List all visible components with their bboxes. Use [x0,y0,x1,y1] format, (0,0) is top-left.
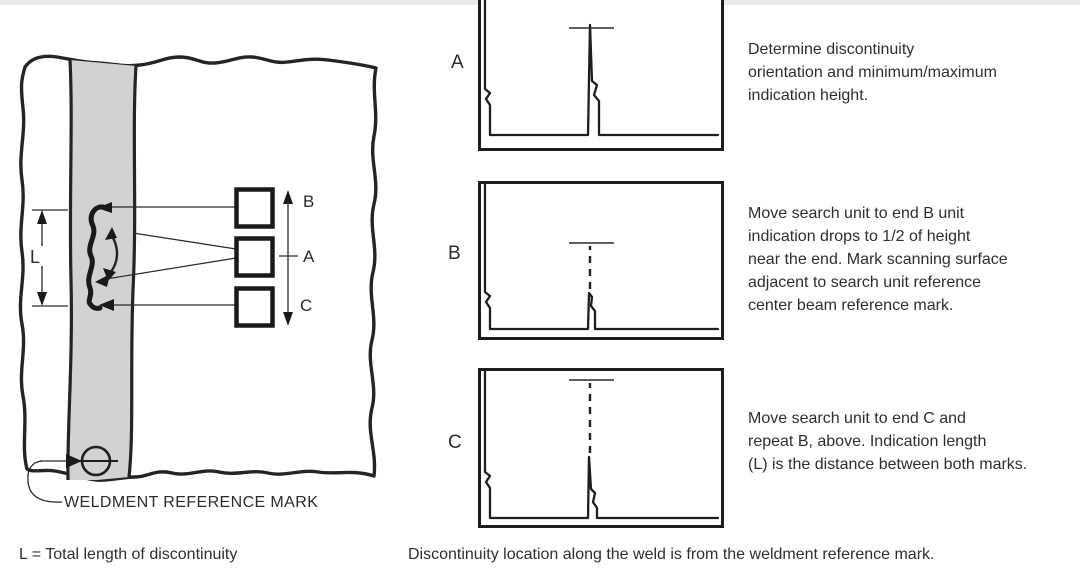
instruction-c-line: (L) is the distance between both marks. [748,456,1028,473]
instruction-a-line: Determine discontinuity [748,41,915,58]
screen-label-a: A [451,52,464,73]
instruction-b-line: center beam reference mark. [748,297,954,314]
trace-c [485,371,718,518]
weld-band-fill [68,60,136,480]
instruction-c-line: Move search unit to end C and [748,410,966,427]
search-unit-a [237,239,273,276]
search-unit-label-a: A [303,247,315,266]
search-unit-b [237,190,273,227]
location-note-caption: Discontinuity location along the weld is from the weldment reference mark. [408,546,935,563]
instruction-a-line: orientation and minimum/maximum [748,64,997,81]
instruction-b-line: adjacent to search unit reference [748,274,982,291]
ascan-trace-a [481,0,721,148]
instruction-c [748,407,1027,476]
weldment-diagram-art [0,0,420,540]
trace-b [485,184,718,329]
ascan-screen-b [478,181,724,340]
instruction-a [748,38,997,107]
search-unit-label-b: B [303,192,315,211]
instruction-c-line: repeat B, above. Indication length [748,433,987,450]
search-unit-c [237,289,273,326]
instruction-b-line: near the end. Mark scanning surface [748,251,1008,268]
weldment-reference-label: WELDMENT REFERENCE MARK [64,494,319,511]
dimension-label: L [30,247,41,267]
length-definition-caption: L = Total length of discontinuity [19,546,238,563]
search-unit-label-c: C [300,296,313,315]
instruction-b-line: indication drops to 1/2 of height [748,228,971,245]
ascan-trace-b [481,184,721,337]
ascan-screen-c [478,368,724,528]
instruction-a-line: indication height. [748,87,869,104]
screen-label-c: C [448,432,462,453]
instruction-b [748,202,1008,317]
screen-label-b: B [448,243,461,264]
trace-a [485,0,718,135]
ascan-trace-c [481,371,721,525]
ascan-screen-a [478,0,724,151]
instruction-b-line: Move search unit to end B unit [748,205,965,222]
